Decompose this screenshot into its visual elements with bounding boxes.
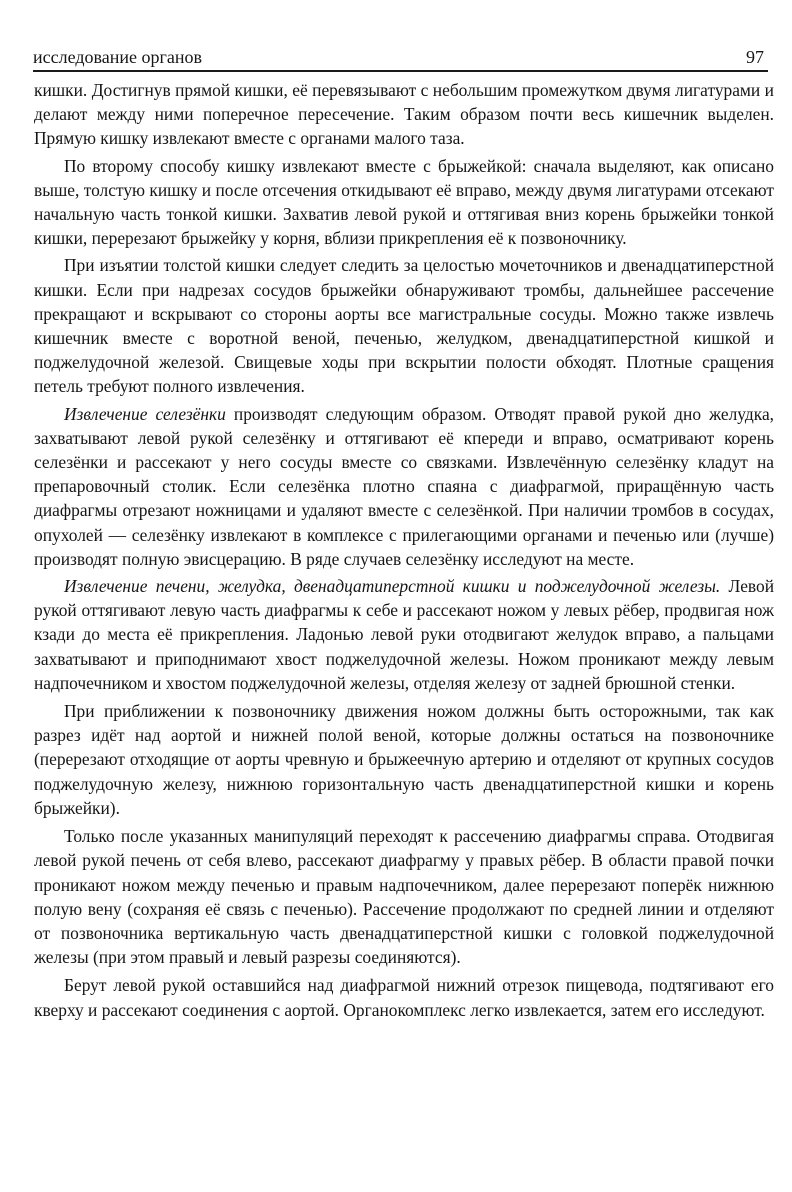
page-number: 97 (746, 47, 764, 67)
section-lead-italic: Извлечение селезёнки (64, 403, 226, 424)
paragraph-second-method (34, 154, 774, 251)
paragraph-text: Только после указанных манипуляций переходят к рассечению диафрагмы справа. Отодвигая левой рукой печень от себя влево, рассекают диафрагму у правых рёбер. В области правой почки проникают ножом между печенью и правым надпочечником, далее перерезают поперёк нижнюю полую вену (сохраняя её связь с печенью). Рассечение продолжают по средней линии и отделяют от позвоночника вертикальную часть двенадцатиперстной кишки с головкой поджелудочной железы (при этом правый и левый разрезы соединяются). (34, 826, 774, 968)
paragraph-diaphragm (34, 824, 774, 969)
paragraph-text: По второму способу кишку извлекают вместе с брыжейкой: сначала выделяют, как описано выше, толстую кишку и после отсечения откидывают её вправо, между двумя лигатурами отсекают начальную часть тонкой кишки. Захватив левой рукой и оттягивая вниз корень брыжейки тонкой кишки, перерезают брыжейку у корня, вблизи прикрепления её к позвоночнику. (34, 155, 774, 249)
paragraph-esophagus (34, 973, 774, 1021)
paragraph-text: кишки. Достигнув прямой кишки, её перевязывают с небольшим промежутком двумя лигатурами и делают между ними поперечное пересечение. Таким образом почти весь кишечник выделен. Прямую кишку извлекают вместе с органами малого таза. (34, 80, 774, 149)
section-lead-italic: Извлечение печени, желудка, двенадцатиперстной кишки и поджелудочной железы. (64, 576, 721, 597)
paragraph-spine-approach (34, 699, 774, 820)
running-header (33, 42, 768, 72)
paragraph-liver-stomach (34, 574, 774, 695)
paragraph-text: При изъятии толстой кишки следует следить за целостью мочеточников и двенадцатиперстной кишки. Если при надрезах сосудов брыжейки обнаруживают тромбы, дальнейшее рассечение прекращают и вскрывают со стороны аорты все магистральные сосуды. Можно также извлечь кишечник вместе с воротной веной, печенью, желудком, двенадцатиперстной кишкой и поджелудочной железой. Свищевые ходы при вскрытии полости обходят. Плотные сращения петель требуют полного извлечения. (34, 255, 774, 397)
paragraph-continuation (34, 78, 774, 151)
paragraph-text: производят следующим образом. Отводят правой рукой дно желудка, захватывают левой рукой селезёнку и оттягивают её кпереди и вправо, осматривают корень селезёнки и рассекают у него сосуды вместе со связками. Извлечённую селезёнку кладут на препаровочный столик. Если селезёнка плотно спаяна с диафрагмой, приращённую часть диафрагмы отрезают ножницами и удаляют вместе с селезёнкой. При наличии тромбов в сосудах, опухолей — селезёнку извлекают в комплексе с прилегающими органами и печенью или (лучше) производят полную эвисцерацию. В ряде случаев селезёнку исследуют на месте. (34, 403, 775, 569)
paragraph-spleen (34, 402, 774, 571)
paragraph-colon-removal (34, 253, 774, 398)
paragraph-text: Берут левой рукой оставшийся над диафрагмой нижний отрезок пищевода, подтягивают его кверху и рассекают соединения с аортой. Органокомплекс легко извлекается, затем его исследуют. (34, 975, 774, 1020)
paragraph-text: При приближении к позвоночнику движения ножом должны быть осторожными, так как разрез идёт над аортой и нижней полой веной, которые должны остаться на позвоночнике (перерезают отходящие от аорты чревную и брыжеечную артерию и отделяют от крупных сосудов поджелудочную железу, нижнюю горизонтальную часть двенадцатиперстной кишки и корень брыжейки). (34, 701, 774, 818)
body-text (34, 78, 774, 1025)
running-title: исследование органов (33, 47, 203, 67)
paragraph-text: Левой рукой оттягивают левую часть диафрагмы к себе и рассекают ножом у левых рёбер, продвигая нож кзади до места её прикрепления. Ладонью левой руки отодвигают желудок вправо, а пальцами захватывают и приподнимают хвост поджелудочной железы. Ножом проникают между левым надпочечником и хвостом поджелудочной железы, отделяя железу от задней брюшной стенки. (34, 576, 775, 693)
